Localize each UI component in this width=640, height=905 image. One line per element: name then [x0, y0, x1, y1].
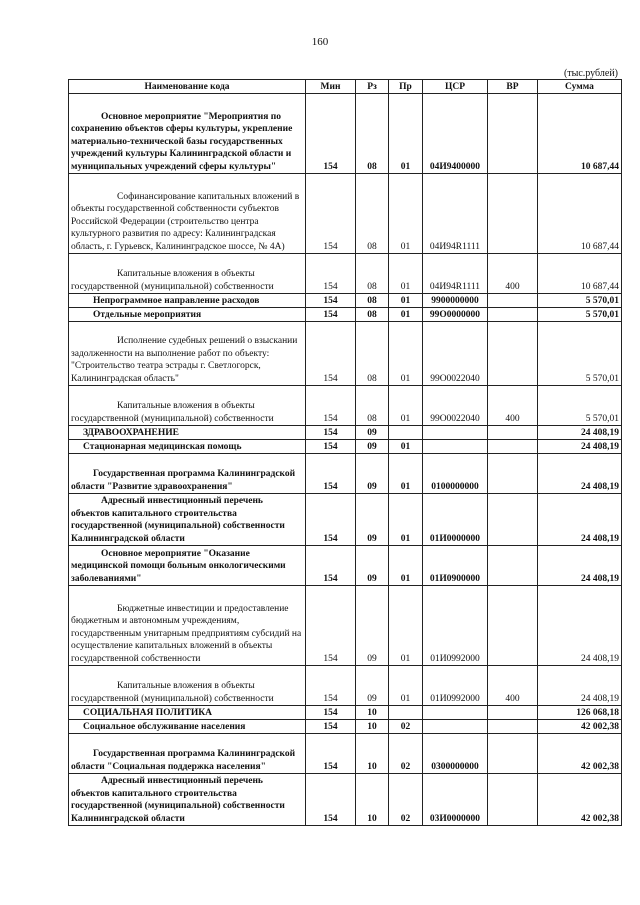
cell-csr: 01И0992000 — [423, 666, 488, 706]
cell-sum: 126 068,18 — [538, 706, 622, 720]
cell-vr — [488, 174, 538, 254]
cell-rz: 08 — [356, 322, 389, 386]
cell-vr — [488, 426, 538, 440]
cell-pr: 01 — [389, 294, 423, 308]
cell-sum: 24 408,19 — [538, 494, 622, 546]
table-row — [69, 94, 622, 174]
cell-name: Капитальные вложения в объекты государственной (муниципальной) собственности — [69, 666, 306, 706]
units-label: (тыс.рублей) — [563, 68, 618, 79]
cell-rz: 09 — [356, 440, 389, 454]
cell-csr: 01И0900000 — [423, 546, 488, 586]
cell-csr — [423, 720, 488, 734]
cell-csr: 99О0022040 — [423, 386, 488, 426]
cell-pr: 01 — [389, 254, 423, 294]
cell-name: Адресный инвестиционный перечень объектов капитального строительства государственной (муниципальной) собственности Калининградской области — [69, 494, 306, 546]
cell-csr: 0300000000 — [423, 734, 488, 774]
cell-name: Государственная программа Калининградской области "Развитие здравоохранения" — [69, 454, 306, 494]
cell-pr: 01 — [389, 94, 423, 174]
cell-csr: 0100000000 — [423, 454, 488, 494]
cell-sum: 24 408,19 — [538, 546, 622, 586]
cell-name: Отдельные мероприятия — [69, 308, 306, 322]
cell-name: Софинансирование капитальных вложений в объекты государственной собственности субъектов Российской Федерации (строительство центра культурного развития по адресу: Калининградская область, г. Гурьевск, Калининградское шоссе, № 4А) — [69, 174, 306, 254]
cell-vr — [488, 494, 538, 546]
cell-min: 154 — [306, 94, 356, 174]
cell-vr — [488, 720, 538, 734]
cell-csr: 01И0000000 — [423, 494, 488, 546]
cell-rz: 10 — [356, 720, 389, 734]
cell-vr — [488, 706, 538, 720]
cell-csr — [423, 706, 488, 720]
cell-vr — [488, 440, 538, 454]
cell-rz: 09 — [356, 494, 389, 546]
cell-min: 154 — [306, 426, 356, 440]
cell-vr — [488, 774, 538, 826]
cell-min: 154 — [306, 254, 356, 294]
cell-rz: 10 — [356, 734, 389, 774]
table-row — [69, 494, 622, 546]
cell-sum: 24 408,19 — [538, 426, 622, 440]
cell-min: 154 — [306, 734, 356, 774]
cell-csr: 9900000000 — [423, 294, 488, 308]
cell-csr — [423, 426, 488, 440]
cell-vr: 400 — [488, 254, 538, 294]
cell-name: Бюджетные инвестиции и предоставление бюджетным и автономным учреждениям, государственным унитарным предприятиям субсидий на осуществление капитальных вложений в объекты государственной собственности — [69, 586, 306, 666]
column-header-vr: ВР — [488, 80, 538, 94]
table-row — [69, 426, 622, 440]
cell-min: 154 — [306, 666, 356, 706]
table-row — [69, 706, 622, 720]
cell-min: 154 — [306, 774, 356, 826]
cell-name: Непрограммное направление расходов — [69, 294, 306, 308]
cell-pr: 01 — [389, 586, 423, 666]
cell-sum: 24 408,19 — [538, 440, 622, 454]
cell-vr — [488, 294, 538, 308]
cell-rz: 09 — [356, 546, 389, 586]
cell-csr: 04И94R1111 — [423, 254, 488, 294]
cell-sum: 24 408,19 — [538, 586, 622, 666]
cell-name: Адресный инвестиционный перечень объектов капитального строительства государственной (муниципальной) собственности Калининградской области — [69, 774, 306, 826]
table-row — [69, 546, 622, 586]
cell-sum: 5 570,01 — [538, 308, 622, 322]
budget-table — [68, 79, 622, 826]
cell-pr: 01 — [389, 494, 423, 546]
table-row — [69, 308, 622, 322]
table-row — [69, 774, 622, 826]
cell-pr: 01 — [389, 308, 423, 322]
cell-vr: 400 — [488, 666, 538, 706]
cell-sum: 10 687,44 — [538, 174, 622, 254]
cell-sum: 10 687,44 — [538, 254, 622, 294]
column-header-rz: Рз — [356, 80, 389, 94]
cell-csr: 03И0000000 — [423, 774, 488, 826]
cell-min: 154 — [306, 440, 356, 454]
column-header-min: Мин — [306, 80, 356, 94]
cell-min: 154 — [306, 308, 356, 322]
table-row — [69, 586, 622, 666]
cell-name: СОЦИАЛЬНАЯ ПОЛИТИКА — [69, 706, 306, 720]
cell-min: 154 — [306, 494, 356, 546]
cell-sum: 5 570,01 — [538, 386, 622, 426]
cell-name: Исполнение судебных решений о взыскании задолженности на выполнение работ по объекту: "Строительство театра эстрады г. Светлогорск, Калининградская область" — [69, 322, 306, 386]
table-row — [69, 322, 622, 386]
table-header-row — [69, 80, 622, 94]
column-header-sum: Сумма — [538, 80, 622, 94]
cell-vr — [488, 308, 538, 322]
cell-sum: 24 408,19 — [538, 454, 622, 494]
cell-sum: 10 687,44 — [538, 94, 622, 174]
cell-name: Социальное обслуживание населения — [69, 720, 306, 734]
cell-csr: 01И0992000 — [423, 586, 488, 666]
table-row — [69, 294, 622, 308]
cell-min: 154 — [306, 322, 356, 386]
cell-rz: 09 — [356, 666, 389, 706]
cell-csr: 99О0022040 — [423, 322, 488, 386]
cell-rz: 09 — [356, 426, 389, 440]
cell-pr: 02 — [389, 720, 423, 734]
cell-name: Основное мероприятие "Оказание медицинской помощи больным онкологическими заболеваниями" — [69, 546, 306, 586]
cell-vr — [488, 454, 538, 494]
cell-sum: 5 570,01 — [538, 294, 622, 308]
cell-pr: 01 — [389, 454, 423, 494]
table-row — [69, 254, 622, 294]
cell-min: 154 — [306, 454, 356, 494]
cell-sum: 42 002,38 — [538, 734, 622, 774]
cell-csr — [423, 440, 488, 454]
cell-name: Основное мероприятие "Мероприятия по сохранению объектов сферы культуры, укрепление материально-технической базы государственных учреждений культуры Калининградской области и муниципальных учреждений сферы культуры" — [69, 94, 306, 174]
cell-vr — [488, 94, 538, 174]
cell-min: 154 — [306, 586, 356, 666]
cell-pr: 01 — [389, 174, 423, 254]
cell-csr: 99О0000000 — [423, 308, 488, 322]
cell-pr: 01 — [389, 386, 423, 426]
column-header-csr: ЦСР — [423, 80, 488, 94]
cell-sum: 42 002,38 — [538, 774, 622, 826]
table-row — [69, 386, 622, 426]
cell-rz: 08 — [356, 294, 389, 308]
cell-name: Капитальные вложения в объекты государственной (муниципальной) собственности — [69, 386, 306, 426]
cell-vr — [488, 586, 538, 666]
cell-pr — [389, 426, 423, 440]
cell-pr: 02 — [389, 774, 423, 826]
cell-pr: 01 — [389, 322, 423, 386]
cell-pr: 01 — [389, 546, 423, 586]
cell-vr — [488, 546, 538, 586]
cell-min: 154 — [306, 720, 356, 734]
cell-rz: 10 — [356, 774, 389, 826]
cell-rz: 08 — [356, 308, 389, 322]
table-row — [69, 666, 622, 706]
cell-csr: 04И94R1111 — [423, 174, 488, 254]
cell-rz: 08 — [356, 386, 389, 426]
cell-min: 154 — [306, 386, 356, 426]
cell-name: Капитальные вложения в объекты государственной (муниципальной) собственности — [69, 254, 306, 294]
cell-rz: 08 — [356, 254, 389, 294]
cell-vr — [488, 734, 538, 774]
cell-name: Государственная программа Калининградской области "Социальная поддержка населения" — [69, 734, 306, 774]
cell-sum: 24 408,19 — [538, 666, 622, 706]
cell-min: 154 — [306, 706, 356, 720]
table-body — [69, 94, 622, 826]
cell-rz: 09 — [356, 454, 389, 494]
cell-sum: 5 570,01 — [538, 322, 622, 386]
cell-sum: 42 002,38 — [538, 720, 622, 734]
cell-vr: 400 — [488, 386, 538, 426]
table-row — [69, 440, 622, 454]
cell-min: 154 — [306, 174, 356, 254]
cell-pr: 02 — [389, 734, 423, 774]
table-row — [69, 734, 622, 774]
column-header-pr: Пр — [389, 80, 423, 94]
cell-rz: 10 — [356, 706, 389, 720]
column-header-name: Наименование кода — [69, 80, 306, 94]
table-row — [69, 454, 622, 494]
page-number: 160 — [311, 36, 329, 48]
table-row — [69, 174, 622, 254]
cell-name: ЗДРАВООХРАНЕНИЕ — [69, 426, 306, 440]
cell-pr: 01 — [389, 440, 423, 454]
table-row — [69, 720, 622, 734]
cell-rz: 08 — [356, 174, 389, 254]
cell-pr: 01 — [389, 666, 423, 706]
cell-min: 154 — [306, 294, 356, 308]
cell-name: Стационарная медицинская помощь — [69, 440, 306, 454]
cell-rz: 09 — [356, 586, 389, 666]
cell-min: 154 — [306, 546, 356, 586]
cell-csr: 04И9400000 — [423, 94, 488, 174]
cell-rz: 08 — [356, 94, 389, 174]
cell-vr — [488, 322, 538, 386]
cell-pr — [389, 706, 423, 720]
